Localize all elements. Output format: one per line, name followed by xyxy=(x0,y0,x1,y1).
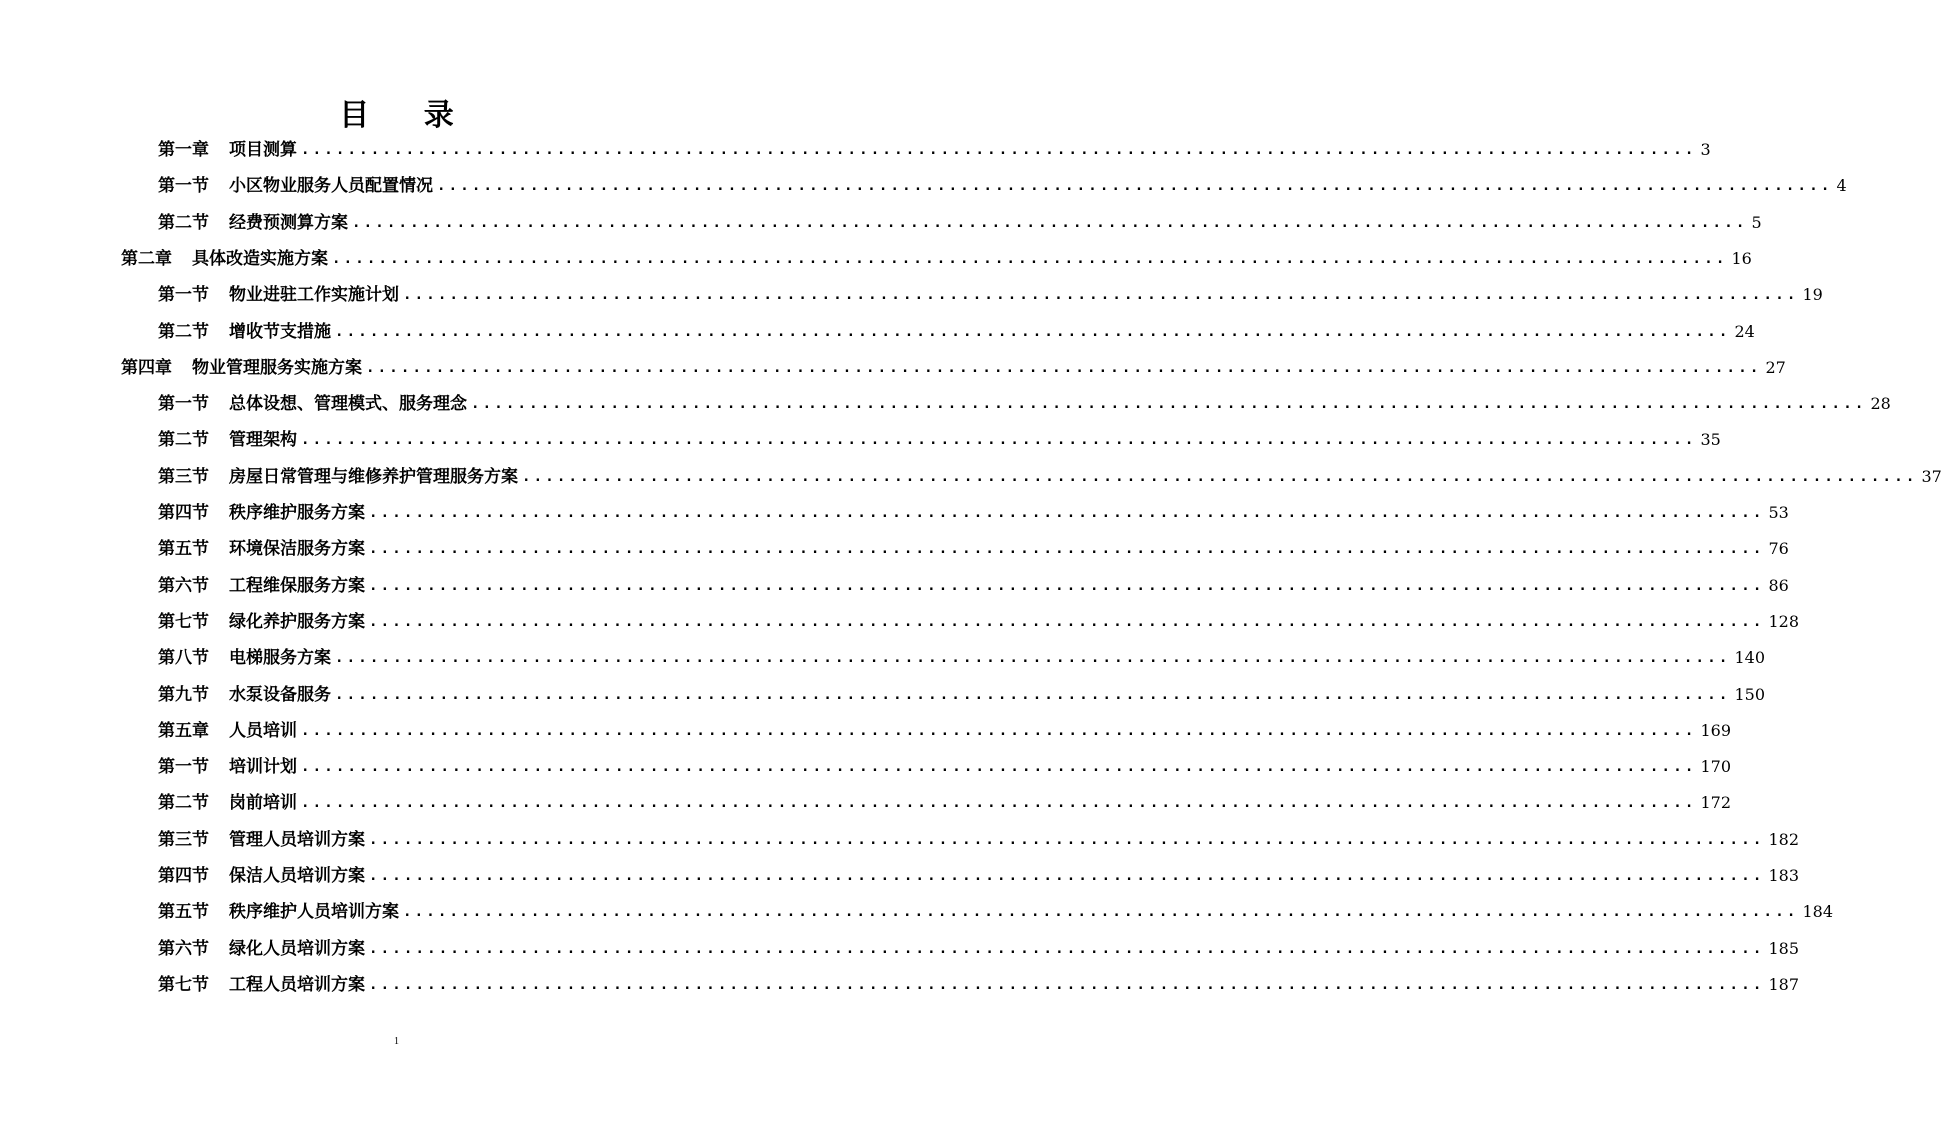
toc-entry-label xyxy=(158,314,331,350)
toc-entry-title: 增收节支措施 xyxy=(229,321,331,342)
toc-leader-dots: ........................................................................................................................ xyxy=(471,396,1867,413)
toc-entry-label xyxy=(158,677,331,713)
toc-entry-title: 管理人员培训方案 xyxy=(229,829,365,850)
toc-entry-label xyxy=(158,967,365,1003)
toc-entry-page: 128 xyxy=(1768,611,1799,631)
toc-entry[interactable] xyxy=(158,459,1942,495)
page-number: 1 xyxy=(394,1036,399,1047)
toc-entry-label xyxy=(158,713,297,749)
toc-entry-number: 第五章 xyxy=(158,720,209,741)
toc-entry[interactable] xyxy=(158,422,1721,458)
toc-entry-number: 第一节 xyxy=(158,176,209,197)
toc-leader-dots: ........................................................................................................................ xyxy=(335,650,1731,667)
toc-leader-dots: ........................................................................................................................ xyxy=(335,686,1731,703)
toc-leader-dots: ........................................................................................................................ xyxy=(301,722,1697,739)
toc-entry[interactable] xyxy=(121,350,1786,386)
toc-entry-page: 28 xyxy=(1870,394,1891,414)
toc-entry-page: 4 xyxy=(1836,176,1847,196)
toc-entry-title: 绿化人员培训方案 xyxy=(229,938,365,959)
toc-entry-number: 第一节 xyxy=(158,285,209,306)
toc-entry-page: 172 xyxy=(1700,793,1731,813)
toc-entry-number: 第七节 xyxy=(158,611,209,632)
toc-entry-label xyxy=(158,568,365,604)
toc-leader-dots: ........................................................................................................................ xyxy=(369,868,1765,884)
toc-entry-number: 第九节 xyxy=(158,684,209,705)
toc-entry-label xyxy=(158,894,399,930)
toc-leader-dots: ........................................................................................................................ xyxy=(335,323,1731,340)
toc-entry[interactable] xyxy=(158,677,1765,713)
toc-entry-page: 150 xyxy=(1734,684,1765,704)
toc-entry-page: 35 xyxy=(1700,430,1721,450)
toc-entry[interactable] xyxy=(158,931,1799,967)
toc-entry[interactable] xyxy=(158,386,1891,422)
toc-entry-page: 37 xyxy=(1921,466,1942,486)
toc-entry-page: 86 xyxy=(1768,575,1789,595)
toc-entry-label xyxy=(158,785,297,821)
toc-entry-number: 第八节 xyxy=(158,648,209,669)
toc-entry-number: 第五节 xyxy=(158,539,209,560)
toc-entry-number: 第一节 xyxy=(158,757,209,778)
toc-entry-number: 第二节 xyxy=(158,321,209,342)
toc-entry-label xyxy=(158,749,297,785)
toc-entry[interactable] xyxy=(158,713,1731,749)
toc-entry-page: 183 xyxy=(1768,866,1799,885)
toc-entry-number: 第三节 xyxy=(158,466,209,487)
toc-entry-title: 房屋日常管理与维修养护管理服务方案 xyxy=(229,466,518,487)
toc-entry[interactable] xyxy=(158,568,1789,604)
toc-entry-number: 第六节 xyxy=(158,938,209,959)
toc-entry-label xyxy=(158,168,433,204)
toc-entry[interactable] xyxy=(158,640,1765,676)
page-title: 目 录 xyxy=(339,98,476,133)
toc-entry-title: 经费预测算方案 xyxy=(229,212,348,233)
toc-entry-page: 3 xyxy=(1700,140,1711,159)
toc-entry-number: 第二章 xyxy=(121,248,172,269)
toc-entry[interactable] xyxy=(158,822,1799,858)
toc-entry[interactable] xyxy=(158,132,1711,168)
toc-entry-label xyxy=(158,205,348,241)
toc-entry-label xyxy=(158,858,365,894)
toc-entry-page: 19 xyxy=(1802,285,1823,305)
toc-leader-dots: ........................................................................................................................ xyxy=(332,250,1728,267)
toc-entry-title: 绿化养护服务方案 xyxy=(229,611,365,632)
toc-leader-dots: ........................................................................................................................ xyxy=(352,214,1748,231)
toc-entry[interactable] xyxy=(158,967,1799,1003)
toc-leader-dots: ........................................................................................................................ xyxy=(403,904,1799,921)
toc-entry-title: 电梯服务方案 xyxy=(229,648,331,669)
toc-entry-page: 185 xyxy=(1768,938,1799,958)
toc-entry-page: 169 xyxy=(1700,720,1731,740)
toc-entry-label xyxy=(158,277,399,313)
toc-leader-dots: ........................................................................................................................ xyxy=(301,759,1697,776)
toc-entry-label xyxy=(158,386,467,422)
toc-leader-dots: ........................................................................................................................ xyxy=(369,577,1765,594)
toc-entry-title: 具体改造实施方案 xyxy=(192,248,328,269)
toc-entry-title: 人员培训 xyxy=(229,720,297,741)
toc-leader-dots: ........................................................................................................................ xyxy=(369,541,1765,558)
toc-entry-title: 小区物业服务人员配置情况 xyxy=(229,176,433,197)
toc-entry-title: 水泵设备服务 xyxy=(229,684,331,705)
toc-entry-page: 5 xyxy=(1751,212,1762,232)
toc-entry[interactable] xyxy=(158,894,1833,930)
toc-entry-page: 16 xyxy=(1731,248,1752,268)
toc-leader-dots: ........................................................................................................................ xyxy=(522,468,1918,485)
toc-entry[interactable] xyxy=(158,858,1799,894)
toc-entry-title: 秩序维护服务方案 xyxy=(229,503,365,523)
toc-entry[interactable] xyxy=(158,604,1799,640)
toc-entry-label xyxy=(158,495,365,531)
toc-leader-dots: ........................................................................................................................ xyxy=(301,795,1697,812)
toc-entry-number: 第四节 xyxy=(158,503,209,523)
toc-entry[interactable] xyxy=(158,314,1755,350)
toc-entry-label xyxy=(158,822,365,858)
toc-entry[interactable] xyxy=(121,241,1752,277)
toc-leader-dots: ........................................................................................................................ xyxy=(301,432,1697,449)
toc-entry-number: 第二节 xyxy=(158,430,209,451)
toc-entry-page: 24 xyxy=(1734,321,1755,341)
toc-entry-label xyxy=(121,350,362,386)
toc-leader-dots: ........................................................................................................................ xyxy=(366,359,1762,376)
toc-entry[interactable] xyxy=(158,277,1823,313)
toc-entry-number: 第七节 xyxy=(158,974,209,995)
toc-entry[interactable] xyxy=(158,749,1731,785)
toc-entry-number: 第二节 xyxy=(158,793,209,814)
toc-entry-title: 工程人员培训方案 xyxy=(229,974,365,995)
toc-entry[interactable] xyxy=(158,531,1789,567)
toc-leader-dots: ........................................................................................................................ xyxy=(369,613,1765,630)
toc-entry-title: 总体设想、管理模式、服务理念 xyxy=(229,394,467,415)
toc-entry-number: 第四章 xyxy=(121,357,172,378)
toc-entry-label xyxy=(158,422,297,458)
toc-entry-page: 187 xyxy=(1768,974,1799,994)
toc-entry-number: 第三节 xyxy=(158,829,209,850)
toc-entry-title: 项目测算 xyxy=(229,140,297,160)
toc-leader-dots: ........................................................................................................................ xyxy=(369,831,1765,848)
toc-entry-title: 保洁人员培训方案 xyxy=(229,866,365,886)
toc-entry-number: 第一节 xyxy=(158,394,209,415)
toc-entry-label xyxy=(158,640,331,676)
toc-entry-number: 第二节 xyxy=(158,212,209,233)
toc-leader-dots: ........................................................................................................................ xyxy=(369,976,1765,993)
toc-entry-page: 53 xyxy=(1768,503,1789,522)
toc-entry-number: 第五节 xyxy=(158,902,209,923)
toc-entry-title: 秩序维护人员培训方案 xyxy=(229,902,399,923)
toc-leader-dots: ........................................................................................................................ xyxy=(369,940,1765,957)
toc-entry[interactable] xyxy=(158,168,1847,204)
toc-leader-dots: ........................................................................................................................ xyxy=(403,287,1799,304)
toc-entry[interactable] xyxy=(158,495,1789,531)
toc-entry-label xyxy=(158,459,518,495)
toc-entry-label xyxy=(158,604,365,640)
toc-entry-page: 27 xyxy=(1765,357,1786,377)
toc-entry[interactable] xyxy=(158,205,1762,241)
toc-entry-title: 管理架构 xyxy=(229,430,297,451)
toc-entry-page: 184 xyxy=(1802,902,1833,922)
toc-entry-label xyxy=(158,132,297,168)
toc-entry-title: 培训计划 xyxy=(229,757,297,778)
toc-entry-title: 工程维保服务方案 xyxy=(229,575,365,596)
toc-entry-number: 第四节 xyxy=(158,866,209,886)
toc-entry[interactable] xyxy=(158,785,1731,821)
toc-leader-dots: ........................................................................................................................ xyxy=(437,178,1833,195)
toc-entry-title: 物业管理服务实施方案 xyxy=(192,357,362,378)
toc-entry-title: 岗前培训 xyxy=(229,793,297,814)
toc-entry-title: 环境保洁服务方案 xyxy=(229,539,365,560)
toc-entry-label xyxy=(121,241,328,277)
toc-leader-dots: ........................................................................................................................ xyxy=(369,505,1765,521)
toc-entry-page: 170 xyxy=(1700,757,1731,777)
toc-entry-page: 76 xyxy=(1768,539,1789,559)
toc-entry-label xyxy=(158,931,365,967)
toc-entry-number: 第一章 xyxy=(158,140,209,160)
toc-leader-dots: ........................................................................................................................ xyxy=(301,142,1697,158)
toc-entry-page: 140 xyxy=(1734,648,1765,668)
toc-entry-page: 182 xyxy=(1768,829,1799,849)
toc-entry-number: 第六节 xyxy=(158,575,209,596)
toc-entry-title: 物业进驻工作实施计划 xyxy=(229,285,399,306)
toc-entry-label xyxy=(158,531,365,567)
